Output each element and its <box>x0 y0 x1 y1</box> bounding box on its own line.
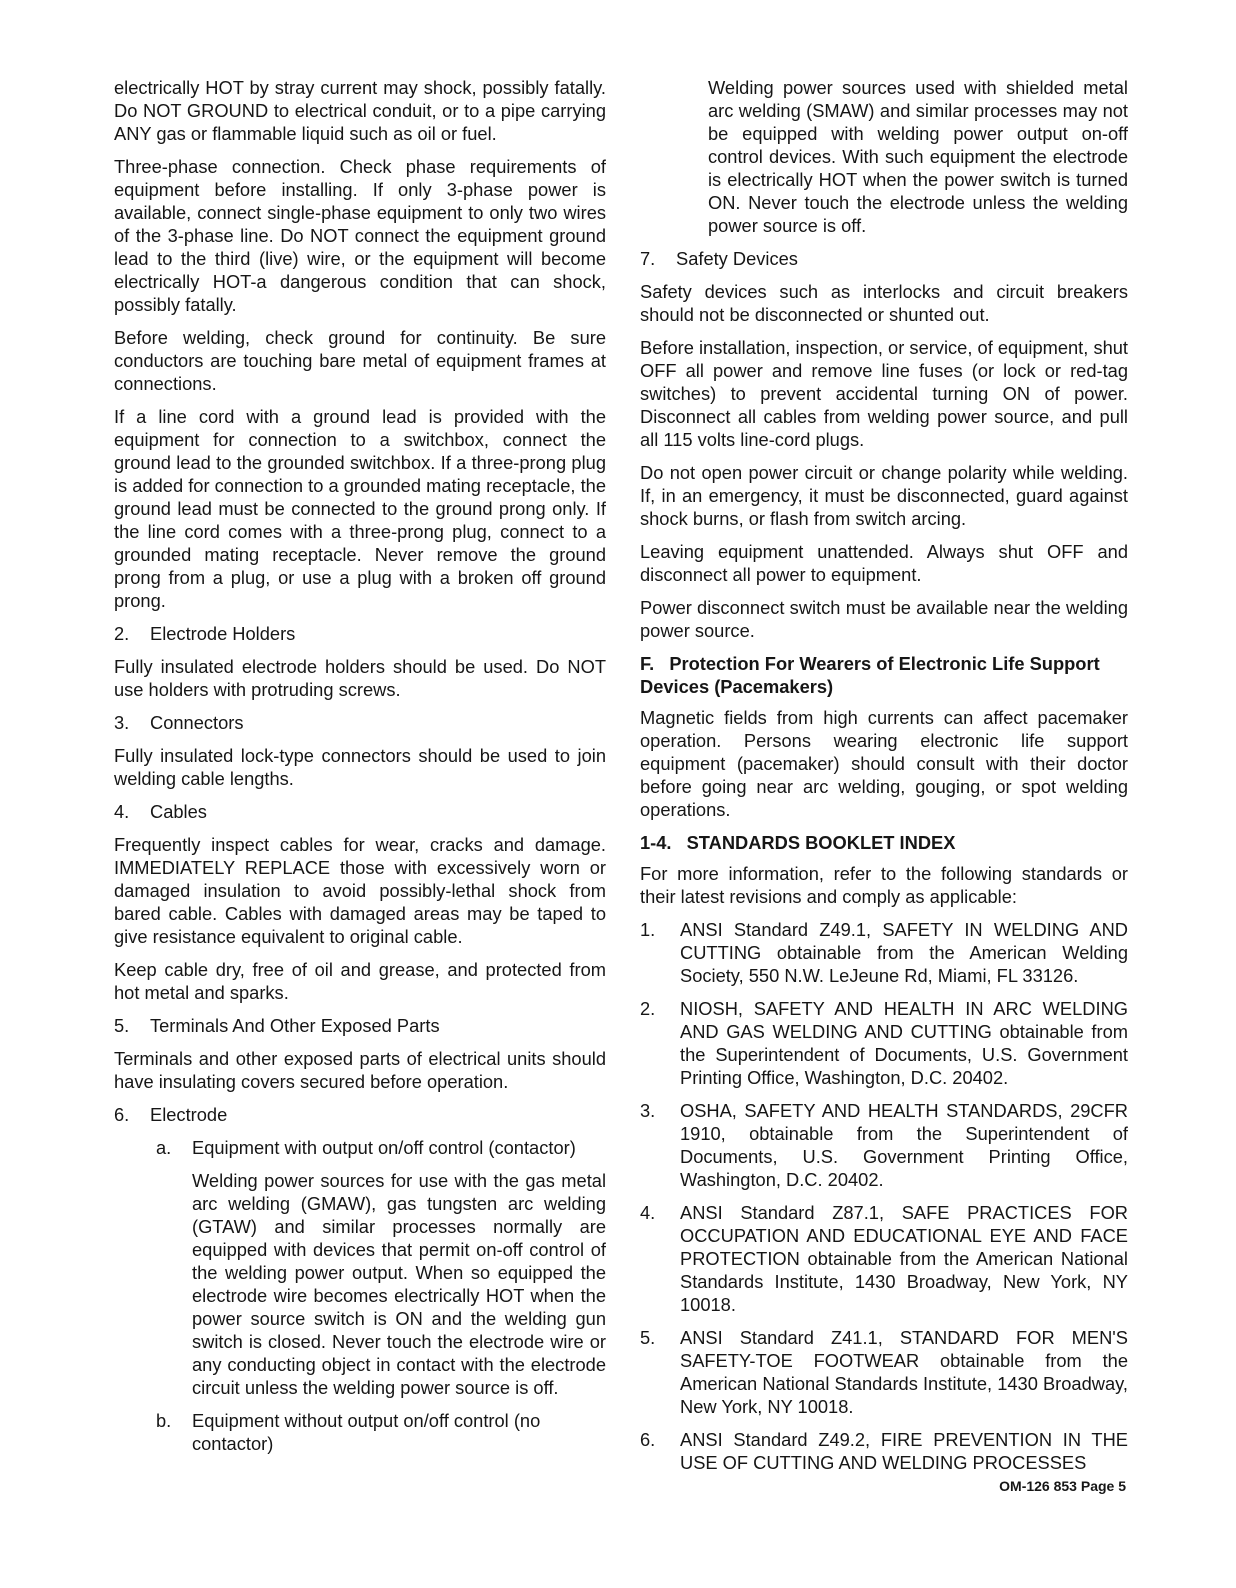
list-text: NIOSH, SAFETY AND HEALTH IN ARC WELDING AND GAS WELDING AND CUTTING obtainable from the Superintendent of Documents, U.S. Government Printing Office, Washington, D.C. 20402. <box>680 998 1128 1088</box>
paragraph: Magnetic fields from high currents can affect pacemaker operation. Persons wearing electronic life support equipment (pacemaker) should consult with their doctor before going near arc welding, gouging, or spot welding operations. <box>640 707 1128 820</box>
list-text: ANSI Standard Z87.1, SAFE PRACTICES FOR OCCUPATION AND EDUCATIONAL EYE AND FACE PROTECTION obtainable from the American National Standards Institute, 1430 Broadway, New York, NY 10018. <box>680 1202 1128 1315</box>
paragraph: Three-phase connection. Check phase requirements of equipment before installing. If only 3-phase power is available, connect single-phase equipment to only two wires of the 3-phase line. Do NOT connect the equipment ground lead to the third (live) wire, or the equipment will become electrically HOT-a dangerous condition that can shock, possibly fatally. <box>114 156 606 315</box>
section-heading-electrode <box>114 1103 606 1126</box>
paragraph: Safety devices such as interlocks and circuit breakers should not be disconnected or shunted out. <box>640 281 1128 325</box>
subsection-letter: b. <box>156 1410 172 1431</box>
section-heading-terminals <box>114 1014 606 1037</box>
paragraph: Before welding, check ground for continuity. Be sure conductors are touching bare metal of equipment frames at connections. <box>114 327 606 394</box>
list-number: 1. <box>640 919 656 940</box>
section-heading-standards-index <box>640 831 1128 854</box>
list-item <box>640 1428 1128 1474</box>
section-title: Connectors <box>150 712 244 733</box>
section-title: Terminals And Other Exposed Parts <box>150 1015 440 1036</box>
section-number: 1-4. <box>640 832 672 853</box>
left-column <box>114 76 606 1465</box>
section-number: 2. <box>114 623 130 644</box>
list-number: 2. <box>640 998 656 1019</box>
paragraph: Fully insulated lock-type connectors should be used to join welding cable lengths. <box>114 745 606 789</box>
list-text: OSHA, SAFETY AND HEALTH STANDARDS, 29CFR 1910, obtainable from the Superintendent of Documents, U.S. Government Printing Office, Washington, D.C. 20402. <box>680 1100 1128 1190</box>
list-number: 4. <box>640 1202 656 1223</box>
standards-list <box>640 918 1128 1474</box>
section-title: Cables <box>150 801 207 822</box>
subsection-letter: a. <box>156 1137 172 1158</box>
paragraph: Before installation, inspection, or service, of equipment, shut OFF all power and remove line fuses (or lock or red-tag switches) to prevent accidental turning ON of power. Disconnect all cables from welding power source, and pull all 115 volts line-cord plugs. <box>640 337 1128 450</box>
list-item <box>640 918 1128 987</box>
subsection-heading-no-contactor <box>156 1409 606 1455</box>
subsection-title: Equipment with output on/off control (contactor) <box>192 1137 576 1158</box>
paragraph: For more information, refer to the following standards or their latest revisions and comply as applicable: <box>640 863 1128 907</box>
section-title: Protection For Wearers of Electronic Life Support Devices (Pacemakers) <box>640 653 1100 697</box>
page-footer: OM-126 853 Page 5 <box>999 1478 1126 1494</box>
section-heading-pacemakers <box>640 652 1128 698</box>
list-item <box>640 997 1128 1089</box>
list-text: ANSI Standard Z49.2, FIRE PREVENTION IN THE USE OF CUTTING AND WELDING PROCESSES <box>680 1429 1128 1473</box>
section-number: 3. <box>114 712 130 733</box>
list-item <box>640 1326 1128 1418</box>
section-heading-electrode-holders <box>114 622 606 645</box>
subsection-title: Equipment without output on/off control (no contactor) <box>192 1410 541 1454</box>
paragraph: Power disconnect switch must be available near the welding power source. <box>640 597 1128 641</box>
right-column <box>640 76 1128 1484</box>
section-number: 6. <box>114 1104 130 1125</box>
section-number: 7. <box>640 248 656 269</box>
list-number: 3. <box>640 1100 656 1121</box>
paragraph: Leaving equipment unattended. Always shut OFF and disconnect all power to equipment. <box>640 541 1128 585</box>
section-heading-cables <box>114 800 606 823</box>
section-number: 4. <box>114 801 130 822</box>
list-text: ANSI Standard Z41.1, STANDARD FOR MEN'S SAFETY-TOE FOOTWEAR obtainable from the American National Standards Institute, 1430 Broadway, New York, NY 10018. <box>680 1327 1128 1417</box>
section-heading-safety-devices <box>640 247 1128 270</box>
list-number: 6. <box>640 1429 656 1450</box>
section-heading-connectors <box>114 711 606 734</box>
list-text: ANSI Standard Z49.1, SAFETY IN WELDING AND CUTTING obtainable from the American Welding Society, 550 N.W. LeJeune Rd, Miami, FL 33126. <box>680 919 1128 986</box>
paragraph: Welding power sources used with shielded metal arc welding (SMAW) and similar processes may not be equipped with welding power output on-off control devices. With such equipment the electrode is electrically HOT when the power switch is turned ON. Never touch the electrode unless the welding power source is off. <box>708 77 1128 236</box>
paragraph: Do not open power circuit or change polarity while welding. If, in an emergency, it must be disconnected, guard against shock burns, or flash from switch arcing. <box>640 462 1128 529</box>
section-title: STANDARDS BOOKLET INDEX <box>686 832 956 853</box>
list-item <box>640 1201 1128 1316</box>
section-title: Safety Devices <box>676 248 798 269</box>
section-title: Electrode Holders <box>150 623 296 644</box>
paragraph: Terminals and other exposed parts of electrical units should have insulating covers secured before operation. <box>114 1048 606 1092</box>
section-letter: F. <box>640 653 655 674</box>
list-item <box>640 1099 1128 1191</box>
paragraph: Frequently inspect cables for wear, cracks and damage. IMMEDIATELY REPLACE those with excessively worn or damaged insulation to avoid possibly-lethal shock from bared cable. Cables with damaged areas may be taped to give resistance equivalent to original cable. <box>114 834 606 947</box>
section-number: 5. <box>114 1015 130 1036</box>
paragraph: Keep cable dry, free of oil and grease, and protected from hot metal and sparks. <box>114 959 606 1003</box>
list-number: 5. <box>640 1327 656 1348</box>
paragraph: electrically HOT by stray current may shock, possibly fatally. Do NOT GROUND to electrical conduit, or to a pipe carrying ANY gas or flammable liquid such as oil or fuel. <box>114 77 606 144</box>
paragraph: Welding power sources for use with the gas metal arc welding (GMAW), gas tungsten arc welding (GTAW) and similar processes normally are equipped with devices that permit on-off control of the welding power output. When so equipped the electrode wire becomes electrically HOT when the power source switch is ON and the welding gun switch is closed. Never touch the electrode wire or any conducting object in contact with the electrode circuit unless the welding power source is off. <box>192 1170 606 1398</box>
paragraph: Fully insulated electrode holders should be used. Do NOT use holders with protruding screws. <box>114 656 606 700</box>
section-title: Electrode <box>150 1104 228 1125</box>
paragraph: If a line cord with a ground lead is provided with the equipment for connection to a switchbox, connect the ground lead to the grounded switchbox. If a three-prong plug is added for connection to a grounded mating receptacle, the ground lead must be connected to the ground prong only. If the line cord comes with a three-prong plug, connect to a grounded mating receptacle. Never remove the ground prong from a plug, or use a plug with a broken off ground prong. <box>114 406 606 611</box>
subsection-heading-contactor <box>156 1136 606 1159</box>
